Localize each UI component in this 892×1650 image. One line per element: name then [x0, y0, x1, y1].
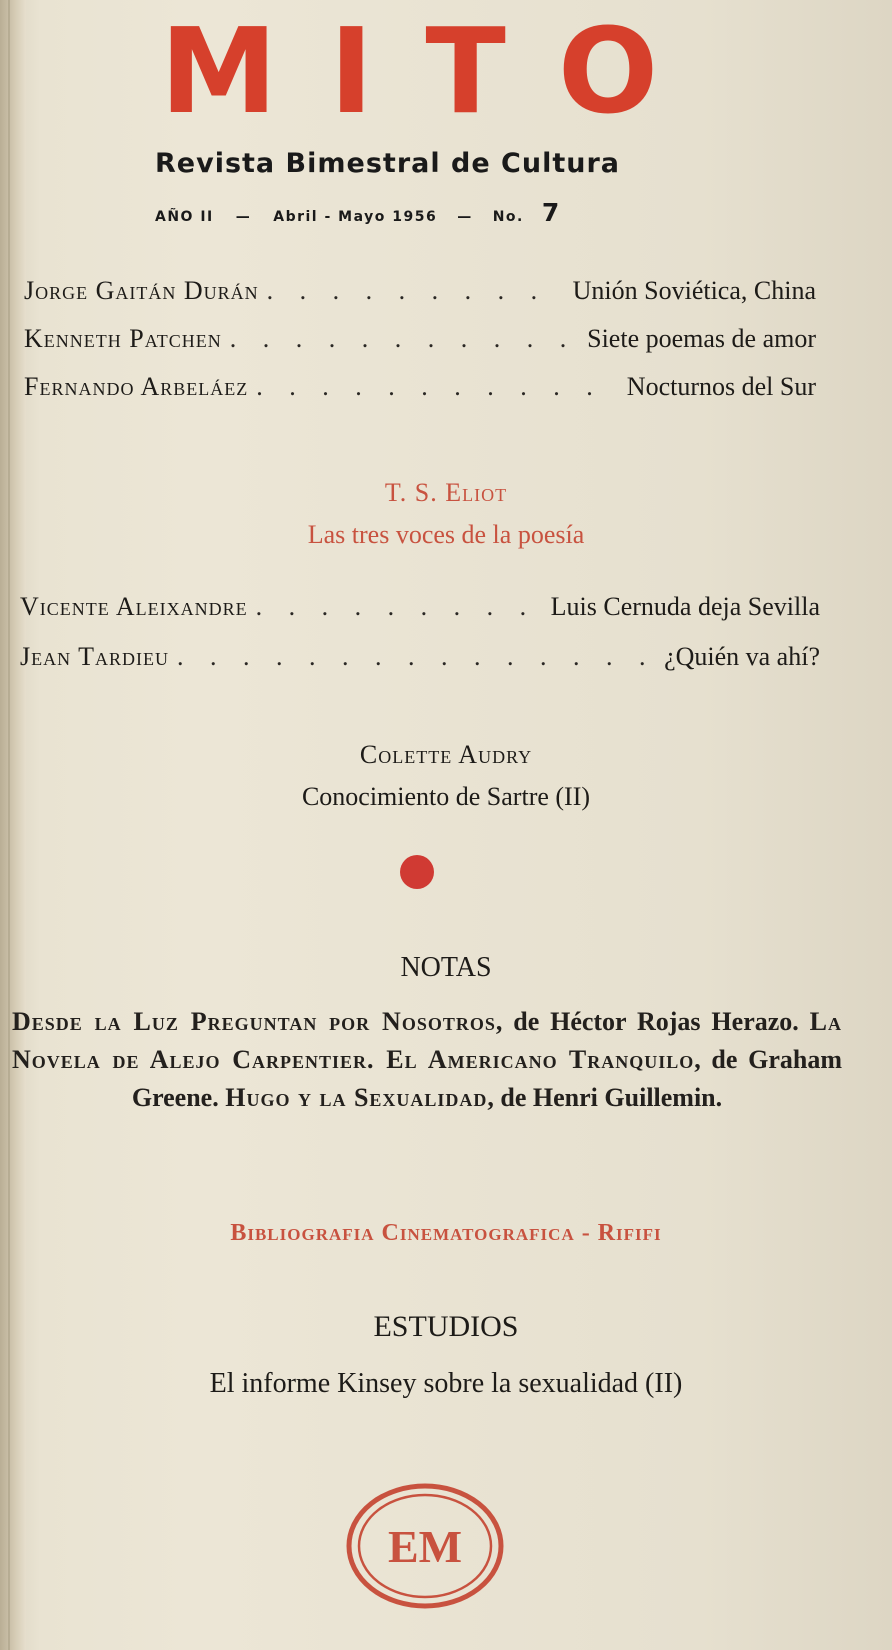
leader-dots	[267, 276, 565, 306]
estudios-title: El informe Kinsey sobre la sexualidad (II)	[209, 1368, 683, 1399]
notas-body	[12, 1003, 842, 1117]
feature-title: Las tres voces de la poesía	[307, 520, 585, 549]
toc-author: Fernando Arbeláez	[24, 372, 249, 401]
notas-title: Desde la Luz Preguntan por Nosotros	[12, 1007, 496, 1036]
magazine-subtitle: Revista Bimestral de Cultura	[155, 148, 620, 179]
toc-author: Jorge Gaitán Durán	[24, 276, 259, 305]
issue-no-label: No.	[492, 209, 524, 225]
publisher-emblem	[345, 1482, 505, 1610]
toc-title: Luis Cernuda deja Sevilla	[550, 592, 820, 621]
issue-year: AÑO II	[155, 209, 214, 225]
estudios-heading: ESTUDIOS	[373, 1310, 519, 1343]
issue-dash: —	[457, 209, 473, 225]
toc-title: Siete poemas de amor	[587, 324, 816, 353]
toc-author: Jean Tardieu	[20, 642, 170, 671]
emblem-text: EM	[387, 1521, 463, 1572]
notas-title: Hugo y la Sexualidad	[225, 1083, 488, 1112]
toc-title: Nocturnos del Sur	[626, 372, 816, 401]
toc-title: ¿Quién va ahí?	[664, 642, 820, 671]
red-dot-ornament	[400, 855, 434, 889]
issue-number: 7	[541, 198, 560, 227]
notas-text: , de Héctor Rojas Herazo.	[495, 1007, 810, 1036]
leader-dots	[256, 372, 619, 402]
toc-title: Unión Soviética, China	[572, 276, 816, 305]
toc-entry	[20, 592, 820, 622]
toc-entry	[24, 324, 816, 354]
essay-title: Conocimiento de Sartre (II)	[301, 782, 591, 811]
toc-author: Vicente Aleixandre	[20, 592, 248, 621]
book-spine-edge	[0, 0, 26, 1650]
leader-dots	[177, 642, 656, 672]
notas-title: La Novela de Alejo Carpentier. El Americano Tranquilo	[12, 1007, 842, 1074]
leader-dots	[230, 324, 579, 354]
issue-date: Abril - Mayo 1956	[273, 209, 438, 225]
notas-heading: NOTAS	[400, 952, 492, 983]
essay-author: Colette Audry	[359, 740, 533, 769]
emblem-oval-icon	[345, 1482, 505, 1610]
notas-text: , de Henri Guillemin.	[487, 1083, 723, 1112]
toc-entry	[24, 372, 816, 402]
leader-dots	[256, 592, 543, 622]
masthead-title: MITO	[160, 2, 711, 140]
bibliografia-line: Bibliografia Cinematografica - Rififi	[230, 1220, 662, 1246]
toc-entry	[20, 642, 820, 672]
issue-line	[155, 198, 559, 227]
toc-author: Kenneth Patchen	[24, 324, 222, 353]
feature-author: T. S. Eliot	[384, 478, 508, 507]
notas-text: , de Graham Greene.	[131, 1045, 842, 1112]
issue-dash: —	[235, 209, 252, 225]
toc-entry	[24, 276, 816, 306]
